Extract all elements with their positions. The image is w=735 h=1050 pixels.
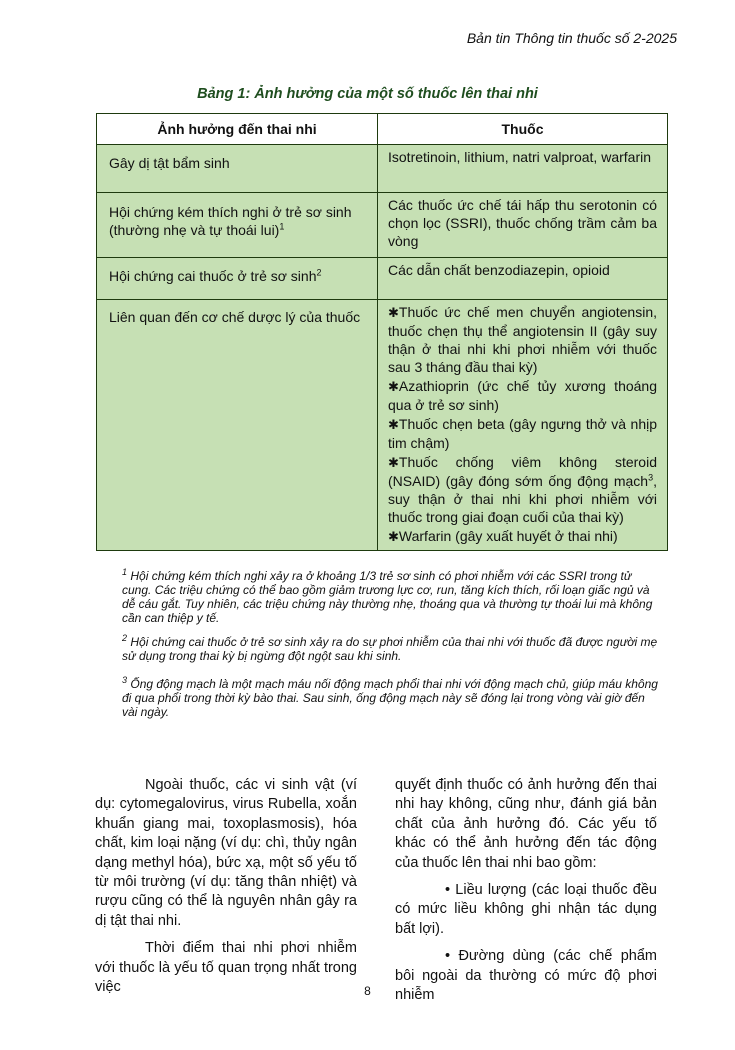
star-bullet-icon: ✱ bbox=[388, 379, 399, 394]
bullet-icon: • bbox=[445, 882, 451, 899]
drug-bullet: ✱Thuốc ức chế men chuyển angiotensin, thuốc chẹn thụ thể angiotensin II (gây suy thận ở thai nhi khi phơi nhiễm với thuốc sau 3 tháng đầu thai kỳ) bbox=[388, 304, 657, 375]
drug-cell bbox=[378, 300, 668, 551]
body-bullet: • Đường dùng (các chế phẩm bôi ngoài da thường có mức độ phơi nhiễm bbox=[395, 948, 658, 1004]
drug-bullet: ✱Thuốc chẹn beta (gây ngưng thở và nhịp tim chậm) bbox=[388, 416, 657, 451]
drug-effects-table bbox=[96, 113, 668, 551]
table-row bbox=[97, 145, 668, 193]
footnote-3: $^3$ Ống động mạch là một mạch máu nối động mạch phổi thai nhi với động mạch chủ, giúp máu không đi qua phổi trong thời kỳ bào thai. Sau sinh, ống động mạch này sẽ đóng lại trong vòng vài giờ đến vài ngày. bbox=[122, 675, 658, 719]
footnote-2: $^2$ Hội chứng cai thuốc ở trẻ sơ sinh xảy ra do sự phơi nhiễm của thai nhi với thuốc đã được người mẹ sử dụng trong thai kỳ bị ngừng đột ngột sau khi sinh. bbox=[122, 633, 658, 663]
footnote-ref: 3 bbox=[648, 472, 654, 483]
bullet-icon: • bbox=[445, 948, 451, 965]
effect-cell: Hội chứng cai thuốc ở trẻ sơ $\sinh^2$ bbox=[97, 258, 378, 300]
effect-cell: Gây dị tật bẩm sinh bbox=[97, 145, 378, 193]
body-bullet: • Liều lượng (các loại thuốc đều có mức liều không ghi nhận tác dụng bất lợi). bbox=[395, 882, 657, 937]
body-column-right bbox=[395, 776, 657, 1013]
table-header-row bbox=[97, 114, 668, 145]
body-paragraph: Thời điểm thai nhi phơi nhiễm với thuốc là yếu tố quan trọng nhất trong việc bbox=[95, 940, 357, 996]
star-bullet-icon: ✱ bbox=[388, 305, 399, 320]
table-row bbox=[97, 258, 668, 300]
star-bullet-icon: ✱ bbox=[388, 455, 399, 470]
table-caption: Bảng 1: Ảnh hưởng của một số thuốc lên thai nhi bbox=[197, 86, 538, 102]
table-row bbox=[97, 193, 668, 258]
star-bullet-icon: ✱ bbox=[388, 417, 399, 432]
drug-cell: Isotretinoin, lithium, natri valproat, warfarin bbox=[378, 145, 668, 193]
body-paragraph: Ngoài thuốc, các vi sinh vật (ví dụ: cytomegalovirus, virus Rubella, xoắn khuẩn giang mai, toxoplasmosis), hóa chất, kim loại nặng (ví dụ: chì, thủy ngân dạng methyl hóa), bức xạ, một số yếu tố từ môi trường (ví dụ: tăng thân nhiệt) và rượu cũng có thể là nguyên nhân gây ra dị tật thai nhi. bbox=[95, 777, 357, 929]
body-column-left bbox=[95, 776, 357, 1005]
column-header-drug: Thuốc bbox=[378, 114, 668, 145]
drug-bullet: ✱Warfarin (gây xuất huyết ở thai nhi) bbox=[388, 528, 618, 544]
table-row bbox=[97, 300, 668, 551]
footnote-1: $^1$ Hội chứng kém thích nghi xảy ra ở khoảng 1/3 trẻ sơ sinh có phơi nhiễm với các SSRI trong tử cung. Các triệu chứng có thể bao gồm giảm trương lực cơ, run, tăng kích thích, rối loạn giấc ngủ và dễ cáu gắt. Tuy nhiên, các triệu chứng này thường nhẹ, thoáng qua và thường tự thoái lui mà không cần can thiệp y tế. bbox=[122, 567, 653, 625]
star-bullet-icon: ✱ bbox=[388, 529, 399, 544]
footnote-ref: 2 bbox=[316, 267, 322, 278]
drug-bullet: ✱Azathioprin (ức chế tủy xương thoáng qua ở trẻ sơ sinh) bbox=[388, 378, 657, 413]
effect-cell: Hội chứng kém thích nghi ở trẻ sơ sinh (thường nhẹ và tự thoái lui)$^1$ bbox=[97, 193, 378, 258]
drug-cell: Các thuốc ức chế tái hấp thu serotonin có chọn lọc (SSRI), thuốc chống trầm cảm ba vòng bbox=[378, 193, 668, 258]
effect-cell: Liên quan đến cơ chế dược lý của thuốc bbox=[97, 300, 378, 551]
drug-cell: Các dẫn chất benzodiazepin, opioid bbox=[378, 258, 668, 300]
page-number: 8 bbox=[364, 984, 371, 998]
drug-bullet: ✱Thuốc chống viêm không steroid (NSAID) (gây đóng sớm ống động mạch$^3$, suy thận ở thai nhi khi phơi nhiễm với thuốc trong giai đoạn cuối của thai kỳ) bbox=[388, 454, 657, 525]
footnote-ref: 1 bbox=[279, 221, 285, 232]
running-header: Bản tin Thông tin thuốc số 2-2025 bbox=[466, 30, 677, 46]
body-paragraph: quyết định thuốc có ảnh hưởng đến thai nhi hay không, cũng như, đánh giá bản chất của ảnh hưởng đó. Các yếu tố khác có thể ảnh hưởng đến tác động của thuốc lên thai nhi bao gồm: bbox=[395, 777, 657, 871]
column-header-effect: Ảnh hưởng đến thai nhi bbox=[97, 114, 378, 145]
